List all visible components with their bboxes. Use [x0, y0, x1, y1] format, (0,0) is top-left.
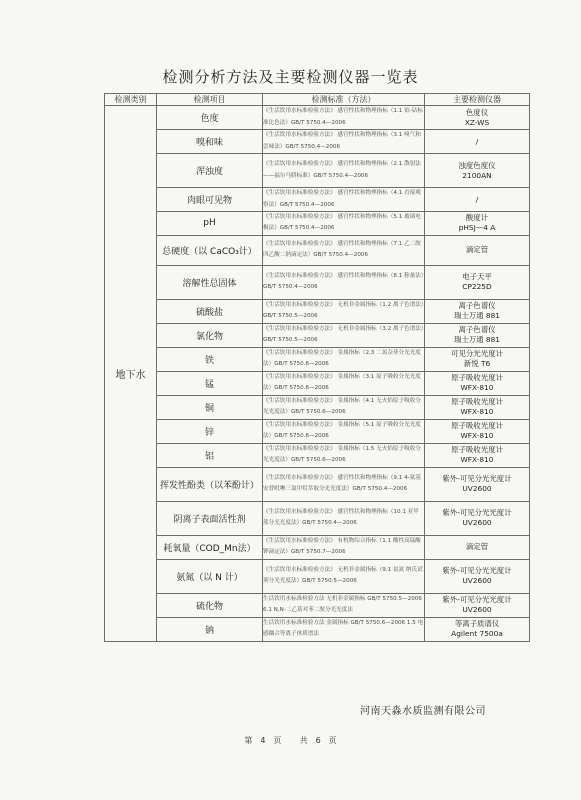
total-prefix: 共 — [299, 736, 308, 745]
header-instrument: 主要检测仪器 — [425, 94, 530, 106]
table-row — [105, 501, 530, 535]
instrument-line: UV2600 — [462, 518, 492, 528]
instrument-line: 滴定管 — [465, 245, 489, 255]
instrument-line: 紫外-可见分光光度计 — [442, 566, 512, 576]
total-pages: 6 — [315, 736, 321, 745]
page-number: 4 — [260, 736, 266, 745]
item-cell: 铜 — [157, 395, 263, 419]
item-cell: 钠 — [157, 617, 263, 641]
instrument-line: WFX-810 — [460, 455, 494, 465]
item-cell: 耗氧量（COD_Mn法） — [157, 535, 263, 559]
instrument-cell — [425, 347, 530, 371]
instrument-cell — [425, 559, 530, 593]
total-unit: 页 — [328, 736, 337, 745]
table-row — [105, 371, 530, 395]
table-row — [105, 443, 530, 467]
standard-cell: 《生活饮用水标准检验方法》 金属指标（4.1 无火焰原子吸收分光光度法）GB/T 5750.6—2006 — [263, 395, 425, 419]
table-row — [105, 154, 530, 188]
standard-cell: 生活饮用水标准检验方法 无机非金属指标 GB/T 5750.5—2006 6.1 N,N-二乙基对苯二胺分光光度法 — [263, 593, 425, 617]
instrument-cell — [425, 443, 530, 467]
standard-cell: 《生活饮用水标准检验方法》 感官性状和物理指标（2.1 散射法——福尔马肼标准）GB/T 5750.4—2006 — [263, 154, 425, 188]
item-cell: 氨氮（以 N 计） — [157, 559, 263, 593]
category-cell: 地下水 — [105, 106, 157, 642]
item-cell: 浑浊度 — [157, 154, 263, 188]
table-row — [105, 593, 530, 617]
instrument-cell — [425, 188, 530, 212]
instrument-cell — [425, 265, 530, 299]
header-item: 检测项目 — [157, 94, 263, 106]
table-row — [105, 419, 530, 443]
instrument-line: 新悦 T6 — [463, 359, 491, 369]
standard-cell: 《生活饮用水标准检验方法》 金属指标（1.5 无火焰原子吸收分光光度法）GB/T 5750.6—2006 — [263, 443, 425, 467]
instrument-line: 离子色谱仪 — [458, 301, 496, 311]
instrument-cell — [425, 323, 530, 347]
instrument-line: 2100AN — [462, 170, 492, 180]
standard-cell: 《生活饮用水标准检验方法》 感官性状和物理指标（9.1 4-氨基安替吡啉三氯甲烷萃取分光光度法）GB/T 5750.4—2006 — [263, 467, 425, 501]
table-body — [105, 106, 530, 642]
standard-cell: 生活饮用水标准检验方法 金属指标 GB/T 5750.6—2006 1.5 电感耦合等离子体质谱法 — [263, 617, 425, 641]
table-row — [105, 617, 530, 641]
page-unit: 页 — [273, 736, 282, 745]
item-cell: 氯化物 — [157, 323, 263, 347]
instrument-line: 原子吸收光度计 — [451, 397, 503, 407]
instrument-line: WFX-810 — [460, 431, 494, 441]
instrument-line: Agilent 7500a — [451, 629, 503, 639]
item-cell: 铁 — [157, 347, 263, 371]
instrument-line: 原子吸收光度计 — [451, 421, 503, 431]
instrument-cell — [425, 371, 530, 395]
page-title: 检测分析方法及主要检测仪器一览表 — [162, 68, 419, 86]
instrument-line: 原子吸收光度计 — [451, 373, 503, 383]
table-row — [105, 106, 530, 130]
item-cell: 铝 — [157, 443, 263, 467]
instrument-line: 瑞士万通 881 — [453, 311, 501, 321]
item-cell: pH — [157, 212, 263, 236]
instrument-line: UV2600 — [462, 605, 492, 615]
instrument-line: CP225D — [462, 282, 492, 292]
table-row — [105, 467, 530, 501]
standard-cell: 《生活饮用水标准检验方法》 感官性状和物理指标（3.1 嗅气和尝味法）GB/T 5750.4—2006 — [263, 130, 425, 154]
instrument-cell — [425, 235, 530, 265]
header-standard: 检测标准（方法） — [263, 94, 425, 106]
standard-cell: 《生活饮用水标准检验方法》 感官性状和物理指标（5.1 玻璃电极法）GB/T 5750.4—2006 — [263, 212, 425, 236]
page-footer — [0, 735, 581, 746]
instrument-line: 色度仪 — [465, 107, 489, 117]
table-row — [105, 130, 530, 154]
standard-cell: 《生活饮用水标准检验方法》 无机非金属指标（9.1 氨氮 纳氏试剂分光光度法）GB/T 5750.5—2006 — [263, 559, 425, 593]
instrument-cell — [425, 395, 530, 419]
instrument-line: UV2600 — [462, 484, 492, 494]
table-row — [105, 299, 530, 323]
instrument-cell — [425, 106, 530, 130]
instrument-line: pHSJ—4 A — [458, 223, 496, 233]
instrument-line: 紫外-可见分光光度计 — [442, 508, 512, 518]
standard-cell: 《生活饮用水标准检验方法》 金属指标（2.3 二氮杂菲分光光度法）GB/T 5750.6—2006 — [263, 347, 425, 371]
standard-cell: 《生活饮用水标准检验方法》 感官性状和物理指标（10.1 亚甲蓝分光光度法）GB/T 5750.4—2006 — [263, 501, 425, 535]
standard-cell: 《生活饮用水标准检验方法》 感官性状和物理指标（4.1 直接观察法）GB/T 5750.4—2006 — [263, 188, 425, 212]
instrument-line: XZ-WS — [464, 117, 490, 127]
table-row — [105, 395, 530, 419]
instrument-line: 浊度色度仪 — [458, 160, 496, 170]
table-header-row — [105, 94, 530, 106]
table-row — [105, 535, 530, 559]
instrument-cell — [425, 617, 530, 641]
table-row — [105, 265, 530, 299]
standard-cell: 《生活饮用水标准检验方法》 金属指标（3.1 原子吸收分光光度法）GB/T 5750.6—2006 — [263, 371, 425, 395]
table-row — [105, 188, 530, 212]
item-cell: 色度 — [157, 106, 263, 130]
instrument-line: 酸度计 — [465, 213, 489, 223]
item-cell: 锰 — [157, 371, 263, 395]
instrument-line: / — [475, 136, 479, 146]
header-category: 检测类别 — [105, 94, 157, 106]
standard-cell: 《生活饮用水标准检验方法》 无机非金属指标（3.2 离子色谱法）GB/T 5750.5—2006 — [263, 323, 425, 347]
item-cell: 总硬度（以 CaCO₃计） — [157, 235, 263, 265]
methods-table — [104, 93, 530, 642]
instrument-line: 瑞士万通 881 — [453, 335, 501, 345]
item-cell: 阴离子表面活性剂 — [157, 501, 263, 535]
instrument-line: / — [475, 194, 479, 204]
instrument-cell — [425, 593, 530, 617]
instrument-cell — [425, 535, 530, 559]
instrument-line: 紫外-可见分光光度计 — [442, 595, 512, 605]
standard-cell: 《生活饮用水标准检验方法》 感官性状和物理指标（8.1 称量法）GB/T 5750.4—2006 — [263, 265, 425, 299]
instrument-line: 原子吸收光度计 — [451, 445, 503, 455]
instrument-cell — [425, 419, 530, 443]
item-cell: 硫酸盐 — [157, 299, 263, 323]
instrument-line: 滴定管 — [465, 542, 489, 552]
item-cell: 挥发性酚类（以苯酚计） — [157, 467, 263, 501]
table-row — [105, 559, 530, 593]
standard-cell: 《生活饮用水标准检验方法》 金属指标（5.1 原子吸收分光光度法）GB/T 5750.6—2006 — [263, 419, 425, 443]
item-cell: 溶解性总固体 — [157, 265, 263, 299]
instrument-line: WFX-810 — [460, 407, 494, 417]
instrument-line: 紫外-可见分光光度计 — [442, 474, 512, 484]
company-name: 河南天淼水质监测有限公司 — [360, 706, 486, 717]
instrument-line: 可见分光光度计 — [451, 349, 503, 359]
instrument-cell — [425, 130, 530, 154]
instrument-cell — [425, 299, 530, 323]
item-cell: 锌 — [157, 419, 263, 443]
standard-cell: 《生活饮用水标准检验方法》 感官性状和物理指标（7.1 乙二胺四乙酸二钠滴定法）GB/T 5750.4—2006 — [263, 235, 425, 265]
page-prefix: 第 — [244, 736, 253, 745]
instrument-cell — [425, 501, 530, 535]
table-row — [105, 235, 530, 265]
standard-cell: 《生活饮用水标准检验方法》 感官性状和物理指标（1.1 铂-钴标准比色法）GB/T 5750.4—2006 — [263, 106, 425, 130]
standard-cell: 《生活饮用水标准检验方法》 有机物综合指标（1.1 酸性高锰酸钾滴定法）GB/T 5750.7—2006 — [263, 535, 425, 559]
instrument-line: WFX-810 — [460, 383, 494, 393]
instrument-line: UV2600 — [462, 576, 492, 586]
instrument-line: 等离子质谱仪 — [454, 619, 500, 629]
instrument-cell — [425, 212, 530, 236]
standard-cell: 《生活饮用水标准检验方法》 无机非金属指标（1.2 离子色谱法）GB/T 5750.5—2006 — [263, 299, 425, 323]
table-row — [105, 347, 530, 371]
instrument-line: 电子天平 — [462, 272, 492, 282]
instrument-cell — [425, 467, 530, 501]
table-row — [105, 212, 530, 236]
instrument-cell — [425, 154, 530, 188]
item-cell: 肉眼可见物 — [157, 188, 263, 212]
table-row — [105, 323, 530, 347]
item-cell: 硫化物 — [157, 593, 263, 617]
item-cell: 嗅和味 — [157, 130, 263, 154]
instrument-line: 离子色谱仪 — [458, 325, 496, 335]
